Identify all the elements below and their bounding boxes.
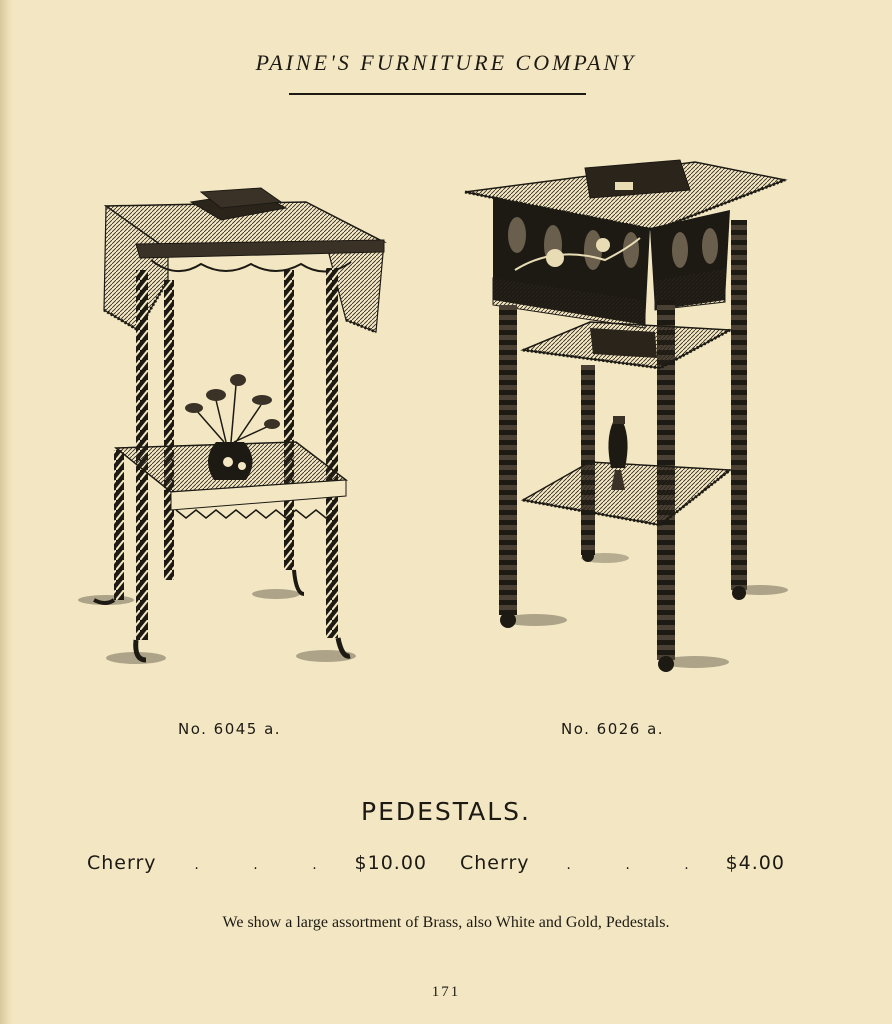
assortment-note: We show a large assortment of Brass, also White and Gold, Pedestals. <box>222 914 670 931</box>
pedestal-6026-illustration <box>455 150 800 680</box>
pedestal-6045-illustration <box>76 180 396 680</box>
price-line-6026 <box>460 852 785 874</box>
price: $10.00 <box>354 852 427 874</box>
section-title: PEDESTALS. <box>361 797 531 826</box>
page-edge <box>0 0 14 1024</box>
header-rule <box>289 93 586 95</box>
price: $4.00 <box>725 852 785 874</box>
wood-type: Cherry <box>87 852 157 874</box>
dot-leader: . . . <box>194 857 317 873</box>
item-number-6026: No. 6026 a. <box>561 720 665 738</box>
price-line-6045 <box>87 852 427 874</box>
item-number-6045: No. 6045 a. <box>178 720 282 738</box>
page-number: 171 <box>431 984 461 1000</box>
dot-leader: . . . <box>566 857 689 873</box>
wood-type: Cherry <box>460 852 530 874</box>
page-header: PAINE'S FURNITURE COMPANY <box>255 50 637 75</box>
